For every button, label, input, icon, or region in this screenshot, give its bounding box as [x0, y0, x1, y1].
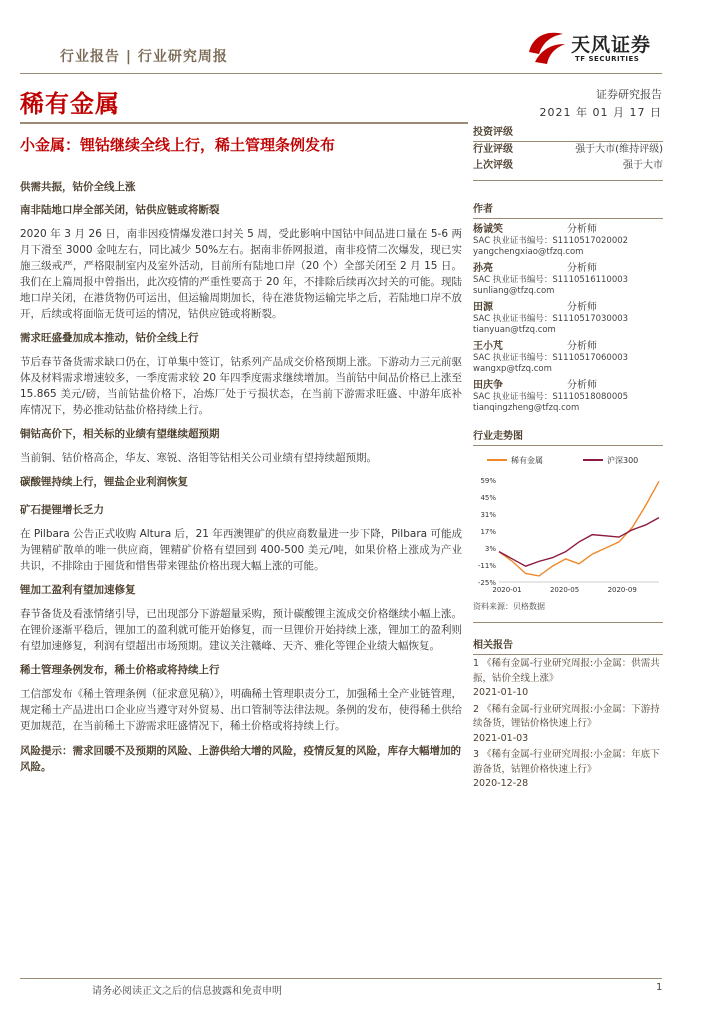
author-role: 分析师	[567, 302, 597, 313]
author-name: 田源	[473, 302, 493, 313]
legend-label: 稀有金属	[511, 456, 543, 465]
related-report-date: 2020-12-28	[473, 778, 529, 789]
author-entry	[473, 340, 663, 375]
logo-text: 天风证券	[571, 34, 652, 56]
related-report-date: 2021-01-10	[473, 687, 529, 698]
paragraph: 当前铜、钴价格高企，华友、寒锐、洛钼等钴相关公司业绩有望持续超预期。	[20, 452, 377, 464]
title-divider	[20, 122, 468, 124]
author-sac: SAC 执业证书编号：S1110517030003	[473, 314, 629, 324]
related-report[interactable]	[473, 703, 663, 747]
previous-rating	[473, 158, 663, 174]
section-heading: 碳酸锂持续上行，锂盐企业利润恢复	[20, 476, 188, 488]
author-name: 王小芃	[473, 341, 503, 352]
rating-key: 上次评级	[473, 160, 513, 171]
section-heading: 稀土管理条例发布，稀土价格或将持续上行	[20, 664, 220, 676]
doc-type: 行业报告 | 行业研究周报	[60, 49, 228, 65]
author-email[interactable]: sunliang@tfzq.com	[473, 286, 555, 296]
y-tick-label: 17%	[480, 528, 496, 536]
author-name: 田庆争	[473, 380, 503, 391]
author-role: 分析师	[567, 380, 597, 391]
industry-rating	[473, 142, 663, 158]
paragraph: 工信部发布《稀土管理条例（征求意见稿）》，明确稀土管理职责分工，加强稀土全产业链管理，规定稀土产品进出口企业应当遵守对外贸易、出口管制等法律法规。条例的发布，使得稀土供给更加规范，在当前稀土下游需求旺盛情况下，稀土价格或将持续上行。	[20, 688, 462, 732]
report-title: 小金属：锂钴继续全线上行，稀土管理条例发布	[20, 136, 336, 154]
author-entry	[473, 379, 663, 414]
divider	[473, 180, 663, 181]
page-number: 1	[656, 982, 663, 993]
y-tick-label: -25%	[477, 579, 496, 587]
y-tick-label: 59%	[480, 477, 496, 485]
section-subheading: 矿石提锂增长乏力	[20, 504, 104, 516]
rating-value: 强于大市(维持评级)	[575, 144, 663, 155]
rating-value: 强于大市	[623, 160, 663, 171]
footer-divider	[20, 978, 662, 979]
paragraph: 2020 年 3 月 26 日，南非因疫情爆发港口封关 5 周，受此影响中国钴中间品进口量在 5-6 两月下滑至 3000 金吨左右，同比减少 50%左右。据南非侨网报道，南非疫情二次爆发，现已实施三级戒严，严格限制室内及室外活动，目前所有陆地口岸（20 个）全部关闭至 2 月 15 日。我们在上篇周报中曾指出，此次疫情的严重性要高于 20 年，不排除后续再次封关的可能。现陆地口岸关闭，在港货物仍可运出，但运输周期加长，待在港货物运输完毕之后，若陆地口岸不放开，后续或将面临无货可运的情况，钴供应链或将断裂。	[20, 228, 462, 320]
related-report-title[interactable]: 2 《稀有金属-行业研究周报:小金属：下游持续备货，锂钴价格快速上行》	[473, 703, 660, 729]
trend-chart	[473, 450, 663, 600]
y-tick-label: 31%	[480, 511, 496, 519]
author-entry	[473, 262, 663, 297]
related-report-title[interactable]: 1 《稀有金属-行业研究周报:小金属：供需共振，钴价全线上涨》	[473, 658, 660, 684]
y-tick-label: 45%	[480, 494, 496, 502]
rating-key: 行业评级	[473, 144, 513, 155]
paragraph: 春节备货及看涨情绪引导，已出现部分下游超量采购，预计碳酸锂主流成交价格继续小幅上涨。在锂价逐渐平稳后，锂加工的盈利就可能开始修复，而一旦锂价开始持续上涨，锂加工的盈利则有望加速修复，利润有望超出市场预期。建议关注赣峰、天齐、雅化等锂企业绩大幅恢复。	[20, 608, 462, 652]
section-heading: 供需共振，钴价全线上涨	[20, 181, 136, 193]
report-body	[20, 180, 462, 775]
section-subheading: 需求旺盛叠加成本推动，钴价全线上行	[20, 332, 199, 344]
author-sac: SAC 执业证书编号：S1110516110003	[473, 275, 629, 285]
risk-warning	[20, 743, 462, 775]
y-tick-label: 3%	[484, 545, 496, 553]
legend-label: 沪深300	[607, 456, 639, 465]
company-logo	[525, 28, 675, 70]
author-email[interactable]: tianqingzheng@tfzq.com	[473, 403, 580, 413]
trend-heading: 行业走势图	[473, 428, 663, 446]
x-tick-label: 2020-01	[492, 586, 522, 594]
author-role: 分析师	[567, 224, 597, 235]
related-report[interactable]	[473, 657, 663, 701]
chart-source: 资料来源：贝格数据	[473, 602, 545, 611]
logo-subtext: TF SECURITIES	[575, 55, 640, 63]
industry-title: 稀有金属	[20, 90, 120, 118]
author-name: 杨诚笑	[473, 224, 503, 235]
sidebar	[473, 124, 663, 792]
paragraph: 在 Pilbara 公告正式收购 Altura 后，21 年西澳锂矿的供应商数量进一步下降，Pilbara 可能成为锂精矿散单的唯一供应商，锂精矿价格有望回到 400-500 美元/吨，如果价格上涨成为产业共识，不排除由于囤货和惜售带来锂盐价格出现大幅上涨的可能。	[20, 528, 462, 572]
author-role: 分析师	[567, 263, 597, 274]
author-name: 孙亮	[473, 263, 493, 274]
tf-logo-icon	[525, 28, 569, 68]
risk-text: 需求回暖不及预期的风险、上游供给大增的风险，疫情反复的风险，库存大幅增加的风险。	[20, 745, 461, 773]
author-sac: SAC 执业证书编号：S1110517060003	[473, 353, 629, 363]
series-line	[499, 518, 659, 567]
authors-heading: 作者	[473, 201, 663, 219]
x-tick-label: 2020-05	[549, 586, 580, 594]
author-entry	[473, 223, 663, 258]
paragraph: 节后春节备货需求缺口仍在，订单集中签订，钴系列产品成交价格预期上涨。下游动力三元前驱体及材料需求增速较多，一季度需求较 20 年四季度需求继续增加。当前钴中间品价格已上涨至 15.865 美元/磅，当前钴盐价格下，冶炼厂处于亏损状态，在当前下游需求旺盛、中游年底补库情况下，势必推动钴盐价格持续上行。	[20, 356, 462, 416]
author-email[interactable]: yangchengxiao@tfzq.com	[473, 247, 584, 257]
author-email[interactable]: tianyuan@tfzq.com	[473, 325, 556, 335]
section-subheading: 铜钴高价下，相关标的业绩有望继续超预期	[20, 428, 220, 440]
related-report-title[interactable]: 3 《稀有金属-行业研究周报:小金属：年底下游备货，钴锂价格快速上行》	[473, 749, 660, 775]
trend-chart-svg	[473, 450, 663, 600]
author-email[interactable]: wangxp@tfzq.com	[473, 364, 552, 374]
related-report-date: 2021-01-03	[473, 732, 529, 744]
author-list	[473, 223, 663, 414]
divider	[473, 622, 663, 623]
section-subheading: 南非陆地口岸全部关闭，钴供应链或将断裂	[20, 204, 220, 216]
footer-disclaimer: 请务必阅读正文之后的信息披露和免责申明	[92, 986, 282, 997]
report-label: 证券研究报告	[596, 88, 662, 101]
x-tick-label: 2020-09	[607, 586, 637, 594]
header-divider	[20, 73, 662, 74]
y-tick-label: -11%	[477, 562, 496, 570]
author-sac: SAC 执业证书编号：S1110518080005	[473, 392, 629, 402]
author-entry	[473, 301, 663, 336]
report-date: 2021 年 01 月 17 日	[539, 106, 662, 119]
related-report[interactable]	[473, 748, 663, 792]
rating-heading: 投资评级	[473, 124, 663, 142]
related-heading: 相关报告	[473, 637, 663, 655]
risk-label: 风险提示：	[20, 745, 73, 757]
author-role: 分析师	[567, 341, 597, 352]
author-sac: SAC 执业证书编号：S1110517020002	[473, 236, 629, 246]
section-subheading: 锂加工盈利有望加速修复	[20, 584, 136, 596]
